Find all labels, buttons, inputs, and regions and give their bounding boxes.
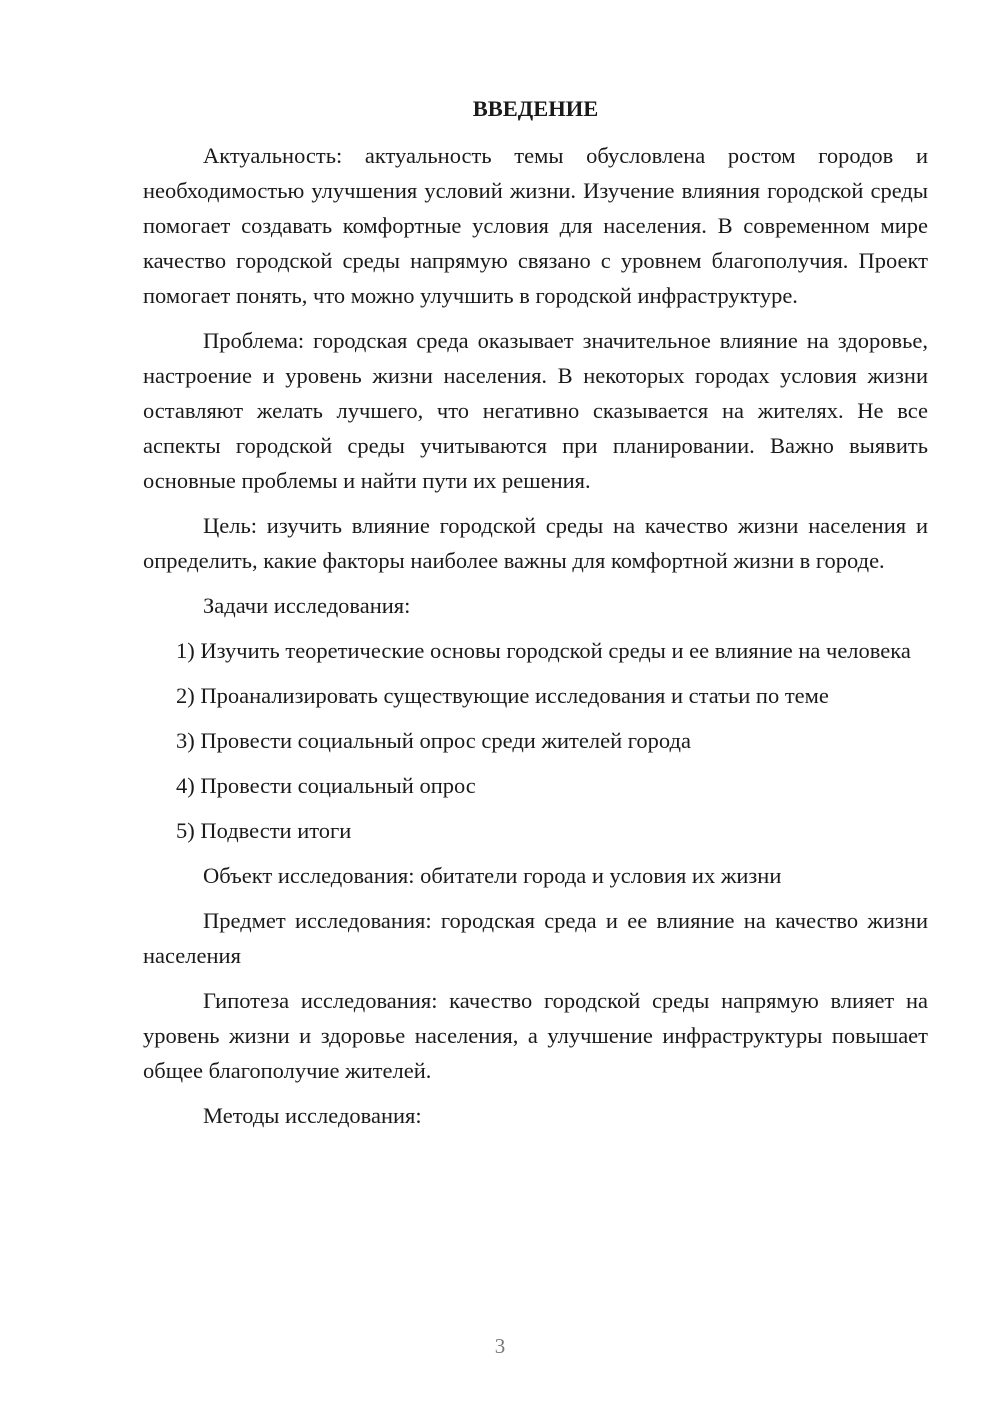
task-item-3: 3) Провести социальный опрос среди жителей города <box>176 728 691 753</box>
methods-heading: Методы исследования: <box>203 1103 422 1128</box>
page-content <box>143 91 928 1143</box>
paragraph-problem: Проблема: городская среда оказывает значительное влияние на здоровье, настроение и уровень жизни населения. В некоторых городах условия жизни оставляют желать лучшего, что негативно сказывается на жителях. Не все аспекты городской среды учитываются при планировании. Важно выявить основные проблемы и найти пути их решения. <box>143 328 928 493</box>
paragraph-goal: Цель: изучить влияние городской среды на качество жизни населения и определить, какие факторы наиболее важны для комфортной жизни в городе. <box>143 513 928 573</box>
task-item-1: 1) Изучить теоретические основы городской среды и ее влияние на человека <box>176 638 911 663</box>
paragraph-object: Объект исследования: обитатели города и условия их жизни <box>203 863 782 888</box>
section-title: ВВЕДЕНИЕ <box>472 96 599 121</box>
paragraph-subject: Предмет исследования: городская среда и ее влияние на качество жизни населения <box>143 908 928 968</box>
paragraph-relevance: Актуальность: актуальность темы обусловлена ростом городов и необходимостью улучшения условий жизни. Изучение влияния городской среды помогает создавать комфортные условия для населения. В современном мире качество городской среды напрямую связано с уровнем благополучия. Проект помогает понять, что можно улучшить в городской инфраструктуре. <box>143 143 928 308</box>
page-number: 3 <box>494 1334 506 1358</box>
paragraph-hypothesis: Гипотеза исследования: качество городской среды напрямую влияет на уровень жизни и здоровье населения, а улучшение инфраструктуры повышает общее благополучие жителей. <box>143 988 928 1083</box>
task-item-4: 4) Провести социальный опрос <box>176 773 476 798</box>
task-item-5: 5) Подвести итоги <box>176 818 352 843</box>
tasks-heading: Задачи исследования: <box>203 593 411 618</box>
task-item-2: 2) Проанализировать существующие исследования и статьи по теме <box>176 683 829 708</box>
